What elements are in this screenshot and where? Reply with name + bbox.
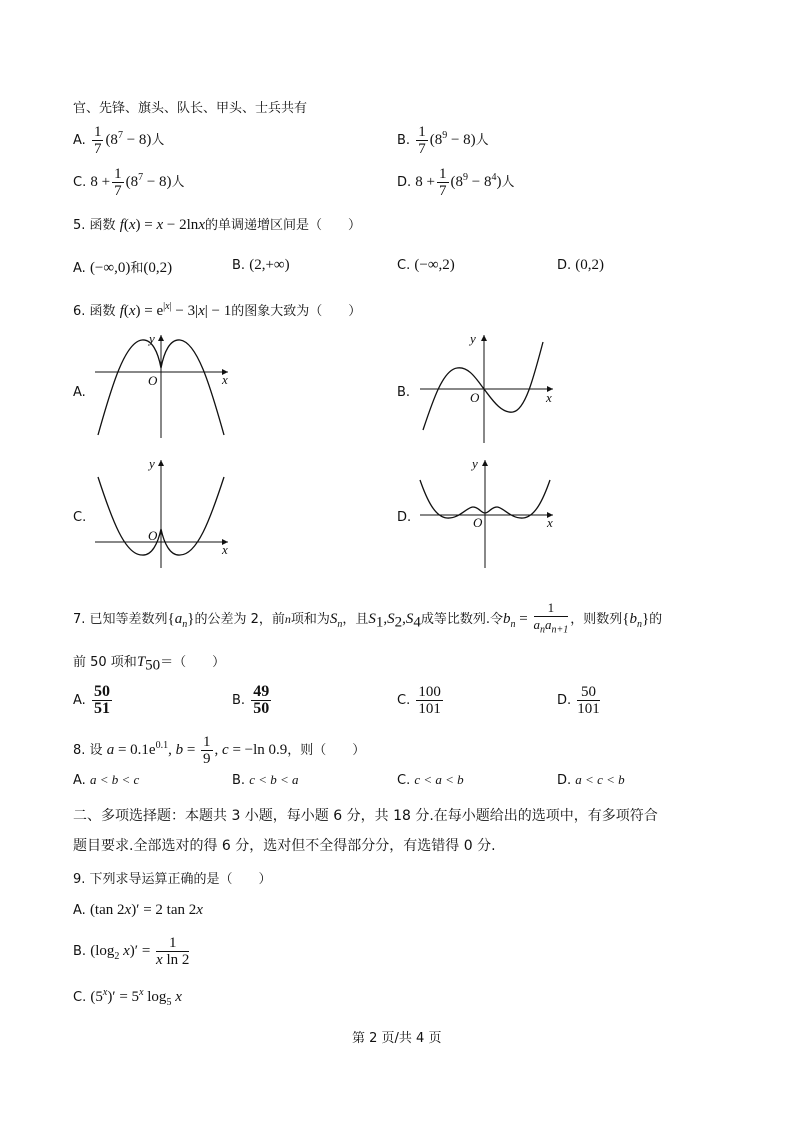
q8-option-d[interactable]: D. a < c < b <box>557 772 625 788</box>
q5-option-a[interactable]: A. (−∞,0)和(0,2) <box>73 260 173 276</box>
svg-text:O: O <box>470 390 480 405</box>
q6-graph-b[interactable] <box>415 330 565 445</box>
q7-stem: 7. 已知等差数列$\{a_n\}$的公差为 2，前n项和为$S_n$，且$S_1,S_2,S_4$成等比数列.令$b_n$ = $\frac{1}{a_na_{n+1}}$ ，则数列$\{b_n\}$的 <box>73 600 663 636</box>
q4-option-b[interactable]: B. $\frac{1}{7}$ $(8^9 - 8)$人 <box>397 124 489 157</box>
q7-option-c[interactable]: C. $\frac{100}{101}$ <box>397 684 441 717</box>
q6-option-c-letter[interactable]: C. <box>73 510 87 525</box>
intro-line: 官、先锋、旗头、队长、甲头、士兵共有 <box>73 101 308 116</box>
q7-line2: 前 50 项和$T_{50}=$（ ） <box>73 654 226 674</box>
svg-text:x: x <box>546 390 552 405</box>
q5-stem: 5. 函数 f(x) = x − 2lnx的单调递增区间是（ ） <box>73 217 361 233</box>
q6-stem: 6. 函数 $f(x) = e^{|x|} - 3|x| - 1$的图象大致为（ ） <box>73 301 362 319</box>
q7-option-b[interactable]: B. $\frac{49}{50}$ <box>232 683 270 717</box>
q6-option-d-letter[interactable]: D. <box>397 510 412 525</box>
q6-option-a-letter[interactable]: A. <box>73 385 86 400</box>
q8-option-b[interactable]: B. c < b < a <box>232 772 299 788</box>
svg-text:y: y <box>470 331 476 346</box>
q5-option-d[interactable]: D. (0,2) <box>557 257 605 273</box>
svg-text:y: y <box>472 456 478 471</box>
q6-option-b-letter[interactable]: B. <box>397 385 411 400</box>
svg-text:x: x <box>222 542 228 557</box>
q5-option-b[interactable]: B. (2,+∞) <box>232 257 290 273</box>
q6-graph-c[interactable] <box>90 455 240 570</box>
q7-option-d[interactable]: D. $\frac{50}{101}$ <box>557 684 600 717</box>
svg-text:y: y <box>149 331 155 346</box>
svg-text:O: O <box>473 515 483 530</box>
q9-option-b[interactable]: B. ($\log_2$ x)′ = $\frac{1}{\text{x ln 2}}$ <box>73 935 190 968</box>
q5-option-c[interactable]: C. (−∞,2) <box>397 257 455 273</box>
q9-option-c[interactable]: C. $(5^x)' = 5^x$ $\log_5 x$ <box>73 987 182 1008</box>
q4-option-a[interactable]: A. $\frac{1}{7}$ $(8^7 - 8)$人 <box>73 124 165 157</box>
svg-text:x: x <box>547 515 553 530</box>
section2-line1: 二、多项选择题：本题共 3 小题，每小题 6 分，共 18 分.在每小题给出的选项中，有多项符合 <box>73 808 658 824</box>
q4-option-d[interactable]: D. 8 + $\frac{1}{7}$ $(8^9 - 8^4)$人 <box>397 166 515 199</box>
q8-option-c[interactable]: C. c < a < b <box>397 772 464 788</box>
q7-option-a[interactable]: A. $\frac{50}{51}$ <box>73 683 110 717</box>
page-footer: 第 2 页/共 4 页 <box>352 1031 442 1046</box>
q6-graph-d[interactable] <box>415 455 565 570</box>
q9-option-a[interactable]: A. (tan 2x)′ = 2 tan 2x <box>73 902 203 918</box>
q4-option-c[interactable]: C. 8 + $\frac{1}{7}$ $(8^7 - 8)$人 <box>73 166 185 199</box>
svg-text:O: O <box>148 373 158 388</box>
q8-stem: 8. 设 $a = 0.1e^{0.1}$, b = $\frac{1}{9}$ , c = −ln 0.9，则（ ） <box>73 734 366 767</box>
q9-stem: 9. 下列求导运算正确的是（ ） <box>73 872 272 887</box>
svg-text:O: O <box>148 528 158 543</box>
svg-text:x: x <box>222 372 228 387</box>
q6-graph-a[interactable] <box>90 330 240 440</box>
section2-line2: 题目要求.全部选对的得 6 分，选对但不全得部分分，有选错得 0 分. <box>73 838 496 854</box>
q8-option-a[interactable]: A. a < b < c <box>73 772 140 788</box>
svg-text:y: y <box>149 456 155 471</box>
